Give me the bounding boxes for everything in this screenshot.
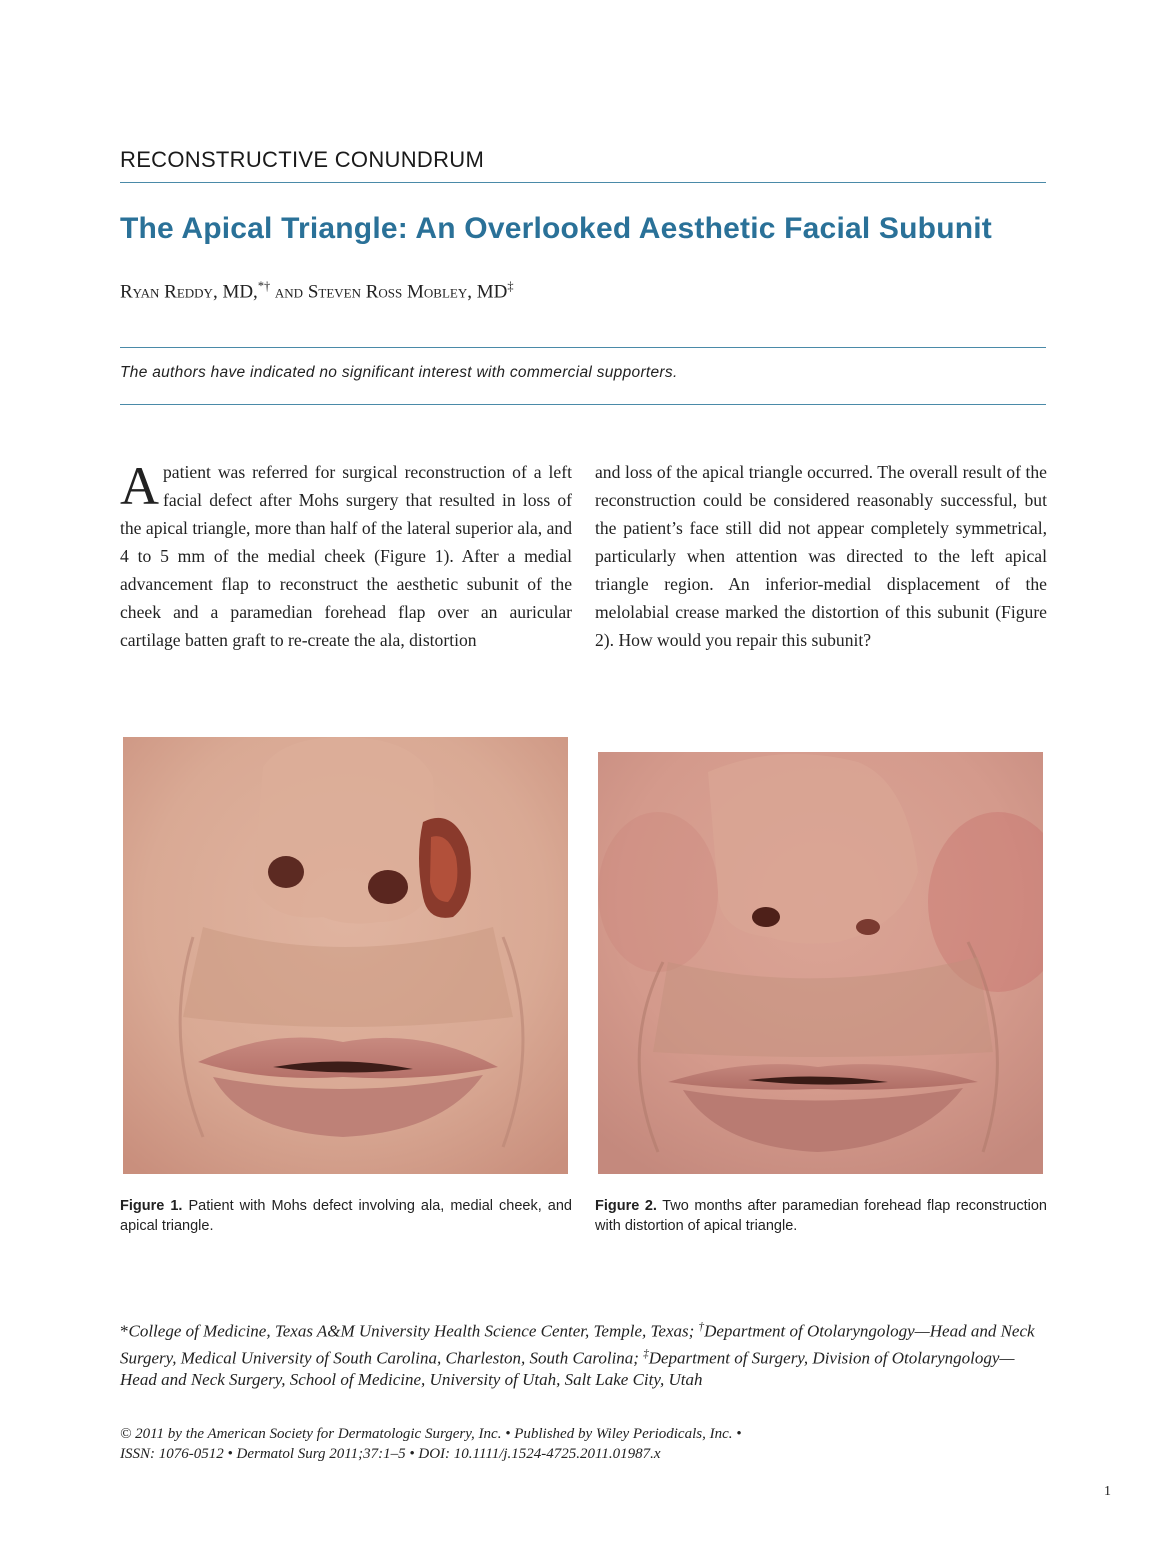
author-conjunction: and [274,281,304,303]
figure-2-photo [598,752,1043,1174]
author-name: Steven Ross Mobley [307,281,468,303]
figure-caption-text: Two months after paramedian forehead flap reconstruction with distortion of apical triangle. [595,1198,1047,1234]
affiliation-text: Department of Surgery, Division of Otolaryngology—Head and Neck Surgery, School of Medicine, University of Utah, Salt Lake City, Utah [120,1348,1015,1390]
figure-2-caption [595,1196,1047,1236]
affiliations [120,1316,1046,1391]
body-column-left [120,458,572,654]
face-photo-illustration [123,737,568,1174]
drop-cap: A [120,456,159,516]
body-text: and loss of the apical triangle occurred. The overall result of the reconstruction could be considered reasonably successful, but the patient’s face still did not appear completely symmetrical, particularly when attention was directed to the left apical triangle region. An inferior-medial displacement of the melolabial crease marked the distortion of this subunit (Figure 2). How would you repair this subunit? [595,462,1047,650]
figure-1-photo [123,737,568,1174]
divider [120,347,1046,348]
author-degree: , MD, [212,281,258,303]
body-text: patient was referred for surgical reconstruction of a left facial defect after Mohs surgery that resulted in loss of the apical triangle, more than half of the lateral superior ala, and 4 to 5 mm of the medial cheek (Figure 1). After a medial advancement flap to reconstruct the aesthetic subunit of the cheek and a paramedian forehead flap over an auricular cartilage batten graft to re-create the ala, distortion [120,462,572,650]
page-number: 1 [1104,1484,1111,1499]
copyright-block [120,1424,1020,1464]
disclosure-statement: The authors have indicated no significant interest with commercial supporters. [120,364,678,381]
affiliation-marker: † [698,1321,705,1333]
figure-1-caption [120,1196,572,1236]
author-degree: , MD [467,281,508,303]
affiliation-marker: ‡ [643,1347,649,1360]
affiliation-marker: *† [257,279,271,293]
affiliation-marker: * [120,1321,129,1341]
affiliation-text: Department of Otolaryngology—Head and Neck Surgery, Medical University of South Carolina, Charleston, South Carolina; [120,1321,1035,1368]
affiliation-marker: ‡ [507,279,514,293]
body-column-right [595,458,1047,654]
affiliation-text: College of Medicine, Texas A&M University Health Science Center, Temple, Texas; [128,1321,699,1341]
author-name: Ryan Reddy [120,281,213,303]
figure-caption-text: Patient with Mohs defect involving ala, medial cheek, and apical triangle. [120,1198,572,1234]
figure-label: Figure 1. [120,1198,183,1214]
section-label: RECONSTRUCTIVE CONUNDRUM [120,147,485,172]
author-line [120,279,514,303]
copyright-line: © 2011 by the American Society for Dermatologic Surgery, Inc. • Published by Wiley Periodicals, Inc. • [120,1426,742,1442]
citation-line: ISSN: 1076-0512 • Dermatol Surg 2011;37:1–5 • DOI: 10.1111/j.1524-4725.2011.01987.x [120,1446,661,1462]
face-photo-illustration [598,752,1043,1174]
divider [120,404,1046,405]
figure-label: Figure 2. [595,1198,657,1214]
divider [120,182,1046,183]
article-title: The Apical Triangle: An Overlooked Aesthetic Facial Subunit [120,212,992,245]
